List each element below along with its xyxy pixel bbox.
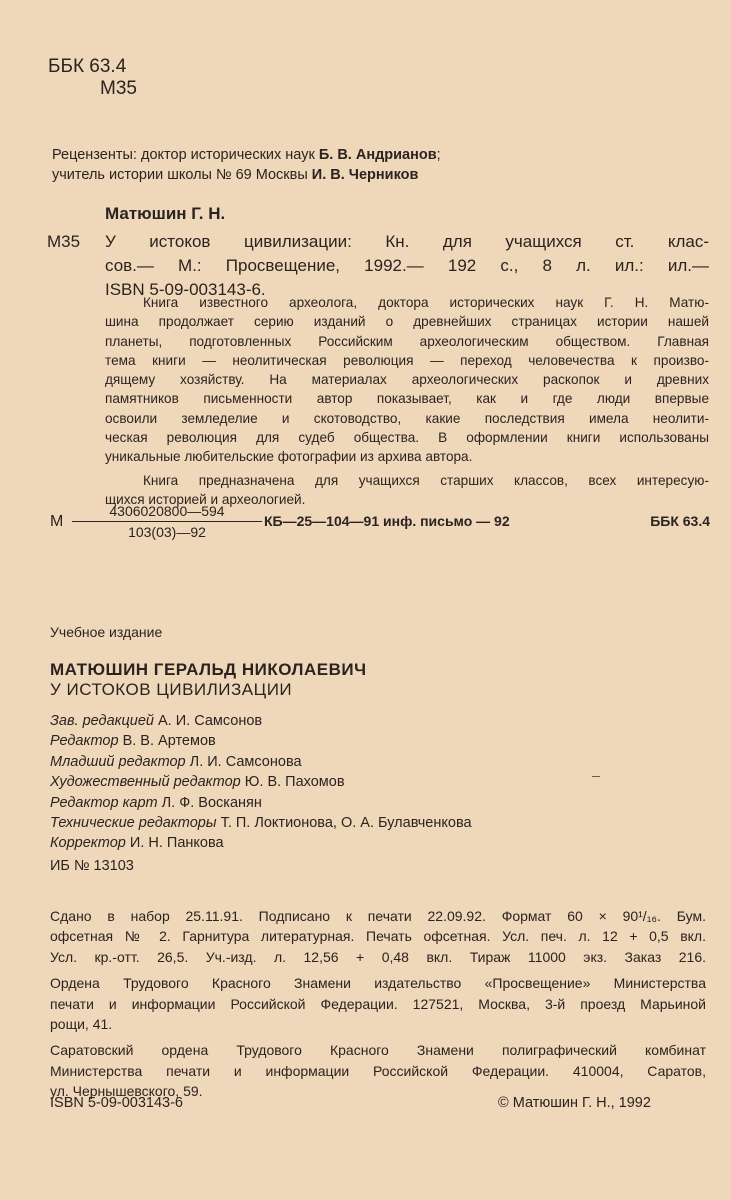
imprint-bbk: ББК 63.4 (650, 513, 710, 529)
imprint-fraction (72, 503, 262, 540)
publisher-line: печати и информации Российской Федерации. 127521, Москва, 3-й проезд Марьиной (50, 995, 706, 1012)
print-information (50, 906, 706, 1102)
reviewer-line-1 (52, 145, 441, 165)
printer-line: Министерства печати и информации Российской Федерации. 410004, Саратов, (50, 1062, 706, 1079)
annotation-line: уникальные любительские фотографии из архива автора. (105, 449, 473, 465)
record-sign: М35 (47, 232, 81, 251)
reviewer-2-name: И. В. Черников (311, 167, 419, 183)
biblio-line: ISBN 5-09-003143-6. (105, 280, 266, 299)
staff-name: Л. Ф. Восканян (161, 794, 262, 811)
reviewer-1-name: Б. В. Андрианов (318, 147, 437, 163)
bbk-code: ББК 63.4 (48, 56, 127, 77)
annotation-line: тема книги — неолитическая революция — переход человечества к произво- (105, 352, 709, 368)
annotation-line: Книга предназначена для учащихся старших классов, всех интересую- (143, 472, 709, 488)
print-line: Сдано в набор 25.11.91. Подписано к печати 22.09.92. Формат 60 × 90¹/₁₆. Бум. (50, 908, 706, 924)
staff-role: Технические редакторы (50, 815, 217, 832)
staff-name: А. И. Самсонов (158, 713, 263, 729)
annotation-line: ческая революция для судеб общества. В оформлении книги использованы (105, 430, 709, 446)
staff-name: Л. И. Самсонова (189, 753, 302, 770)
reviewer-line-2 (52, 165, 441, 185)
staff-role: Художественный редактор (50, 774, 241, 791)
imprint-kb: КБ—25—104—91 инф. письмо — 92 (264, 513, 510, 529)
margin-tick (592, 776, 600, 777)
staff-role: Редактор карт (50, 794, 158, 811)
editorial-staff (50, 711, 472, 854)
staff-row (50, 731, 472, 751)
annotation-line: памятников письменности автор показывает, как и где люди впервые (105, 391, 709, 407)
staff-row (50, 772, 472, 792)
staff-name: Ю. В. Пахомов (244, 774, 345, 791)
imprint-denominator: 103(03)—92 (128, 524, 206, 540)
annotation-line: Книга известного археолога, доктора исторических наук Г. Н. Матю- (143, 295, 709, 310)
author-sign: М35 (100, 78, 137, 99)
staff-row (50, 833, 472, 853)
staff-row (50, 752, 472, 772)
bibliographic-description (105, 230, 709, 302)
record-author: Матюшин Г. Н. (105, 204, 226, 223)
staff-row (50, 793, 472, 813)
imprint-code (50, 503, 710, 547)
full-author: МАТЮШИН ГЕРАЛЬД НИКОЛАЕВИЧ (50, 660, 367, 679)
printer-line: Саратовский ордена Трудового Красного Знамени полиграфический комбинат (50, 1042, 706, 1059)
publisher-line: Ордена Трудового Красного Знамени издательство «Просвещение» Министерства (50, 975, 706, 992)
ib-number: ИБ № 13103 (50, 858, 134, 874)
bbk-classification (48, 56, 137, 100)
annotation-line: дящему хозяйству. На материалах археологических раскопок и древних (105, 372, 709, 388)
isbn-footer: ISBN 5-09-003143-6 (50, 1095, 183, 1111)
staff-name: Т. П. Локтионова, О. А. Булавченкова (220, 815, 472, 832)
staff-role: Младший редактор (50, 753, 186, 770)
edition-type: Учебное издание (50, 624, 163, 640)
biblio-line: У истоков цивилизации: Кн. для учащихся ст. клас- (105, 232, 709, 251)
annotation-line: щихся историей и археологией. (105, 491, 306, 507)
print-line: офсетная № 2. Гарнитура литературная. Печать офсетная. Усл. печ. л. 12 + 0,5 вкл. (50, 928, 706, 945)
staff-role: Редактор (50, 733, 119, 750)
annotation (105, 293, 709, 509)
copyright: © Матюшин Г. Н., 1992 (498, 1095, 651, 1111)
printer-line: ул. Чернышевского, 59. (50, 1083, 203, 1100)
reviewer-1-title: Рецензенты: доктор исторических наук (52, 147, 319, 163)
reviewer-1-suffix: ; (436, 147, 441, 163)
staff-name: И. Н. Панкова (129, 835, 224, 852)
staff-row (50, 711, 472, 731)
annotation-line: освоили земледелие и скотоводство, какие последствия имела неолити- (105, 410, 709, 426)
annotation-line: планеты, подготовленных Российским археологическим обществом. Главная (105, 333, 709, 349)
publisher-line: рощи, 41. (50, 1016, 113, 1033)
reviewer-2-title: учитель истории школы № 69 Москвы (52, 167, 312, 183)
staff-role: Зав. редакцией (50, 713, 154, 729)
staff-name: В. В. Артемов (122, 733, 216, 750)
imprint-numerator: 4306020800—594 (72, 503, 262, 522)
imprint-letter: М (50, 513, 64, 530)
full-title: У ИСТОКОВ ЦИВИЛИЗАЦИИ (50, 680, 293, 699)
annotation-line: шина продолжает серию изданий о древнейших страницах истории нашей (105, 314, 709, 330)
biblio-line: сов.— М.: Просвещение, 1992.— 192 с., 8 л. ил.: ил.— (105, 256, 709, 275)
print-line: Усл. кр.-отт. 26,5. Уч.-изд. л. 12,56 + 0,48 вкл. Тираж 11000 экз. Заказ 216. (50, 948, 706, 965)
reviewers (52, 145, 441, 185)
staff-role: Корректор (50, 835, 126, 852)
staff-row (50, 813, 472, 833)
